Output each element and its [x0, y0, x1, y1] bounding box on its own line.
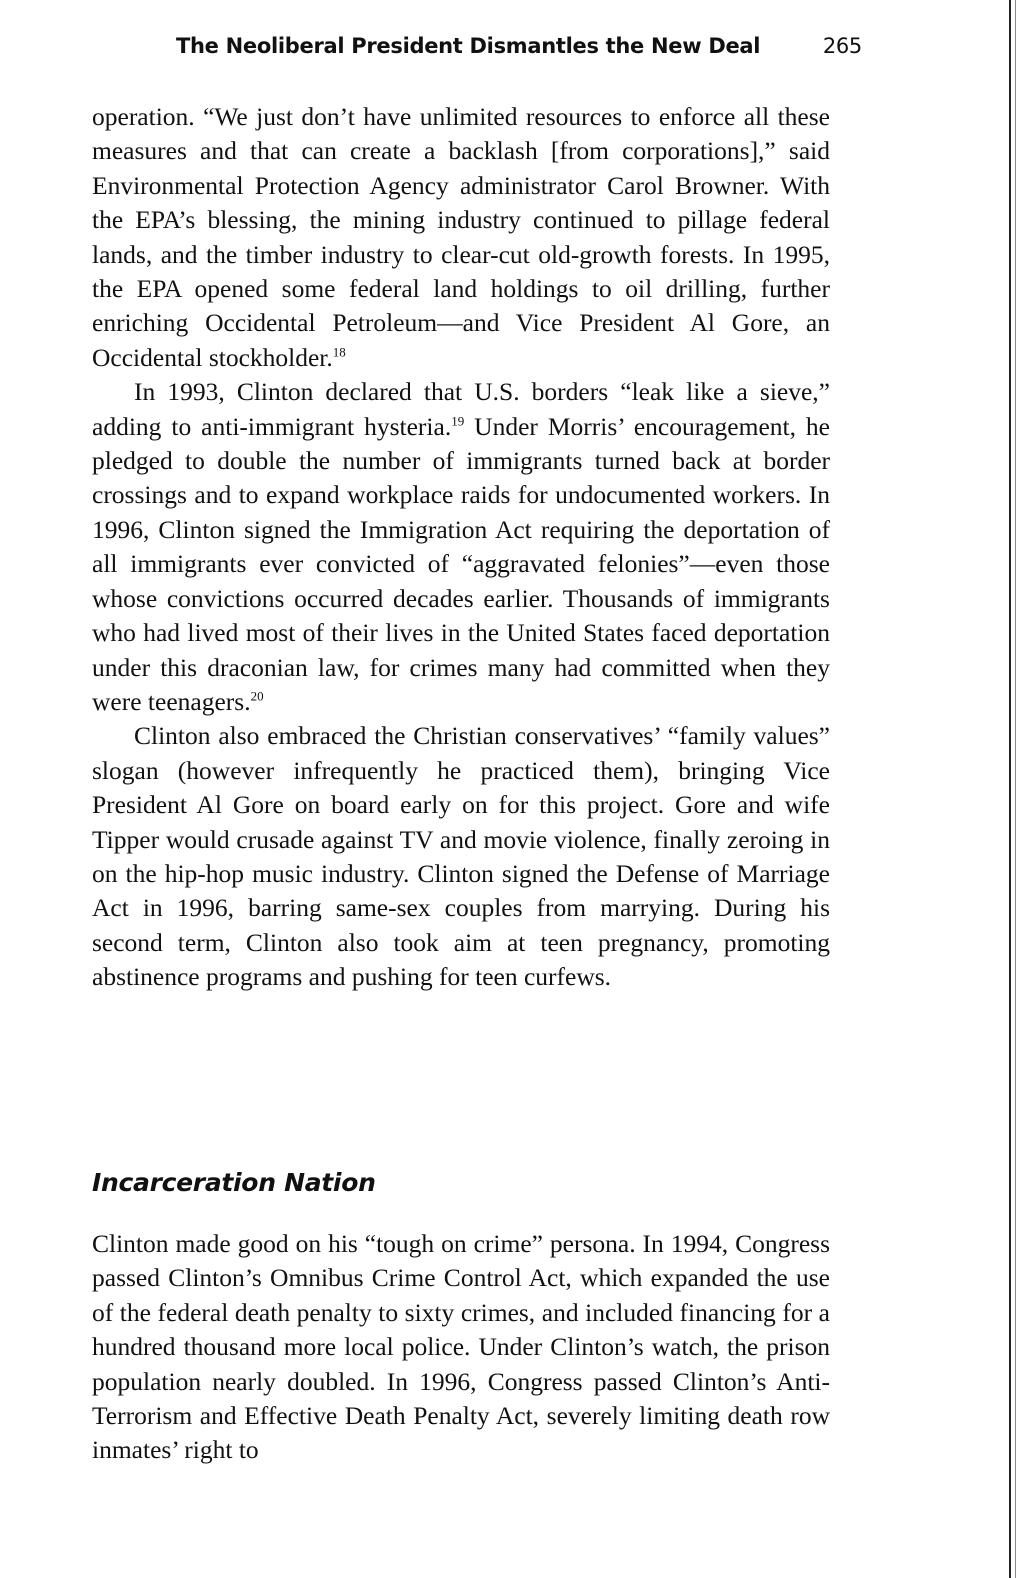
running-head-title: The Neoliberal President Dismantles the New Deal [176, 34, 761, 58]
body-text-section [92, 1227, 830, 1468]
paragraph-2-text: In 1993, Clinton declared that U.S. borders “leak like a sieve,” adding to anti-immigrant hysteria. [92, 377, 830, 441]
paragraph-1-text: operation. “We just don’t have unlimited resources to enforce all these measures and that can create a backlash [from corporations],” said Environmental Protection Agency administrator Carol Browner. With the EPA’s blessing, the mining industry continued to pillage federal lands, and the timber industry to clear-cut old-growth forests. In 1995, the EPA opened some federal land holdings to oil drilling, further enriching Occidental Petroleum—and Vice President Al Gore, an Occidental stockholder. [92, 102, 830, 372]
footnote-ref-18: 18 [332, 344, 346, 360]
footnote-ref-20: 20 [250, 688, 264, 704]
paragraph-3 [92, 719, 830, 994]
paragraph-1 [92, 100, 830, 375]
paragraph-2 [92, 375, 830, 719]
paragraph-4-text: Clinton made good on his “tough on crime” persona. In 1994, Congress passed Clinton’s Omnibus Crime Control Act, which expanded the use of the federal death penalty to sixty crimes, and included financing for a hundred thousand more local police. Under Clinton’s watch, the prison population nearly doubled. In 1996, Congress passed Clinton’s Anti-Terrorism and Effective Death Penalty Act, severely limiting death row inmates’ right to [92, 1229, 830, 1465]
paragraph-3-text: Clinton also embraced the Christian conservatives’ “family values” slogan (however infrequently he practiced them), bringing Vice President Al Gore on board early on for this project. Gore and wife Tipper would crusade against TV and movie violence, finally zeroing in on the hip-hop music industry. Clinton signed the Defense of Marriage Act in 1996, barring same-sex couples from marrying. During his second term, Clinton also took aim at teen pregnancy, promoting abstinence programs and pushing for teen curfews. [92, 721, 830, 992]
footnote-ref-19: 19 [451, 413, 465, 429]
body-text-top [92, 100, 830, 995]
paragraph-2-text-cont: Under Morris’ encouragement, he pledged to double the number of immigrants turned back at border crossings and to expand workplace raids for undocumented workers. In 1996, Clinton signed the Immigration Act requiring the deportation of all immigrants ever convicted of “aggravated felonies”—even those whose convictions occurred decades earlier. Thousands of immigrants who had lived most of their lives in the United States faced deportation under this draconian law, for crimes many had committed when they were teenagers. [92, 411, 831, 716]
page-number: 265 [822, 34, 862, 58]
paragraph-4 [92, 1227, 830, 1468]
section-heading: Incarceration Nation [92, 1168, 376, 1197]
running-head [176, 34, 866, 64]
binding-edge-line-thin [1015, 0, 1016, 1578]
binding-edge-line [1009, 0, 1011, 1578]
